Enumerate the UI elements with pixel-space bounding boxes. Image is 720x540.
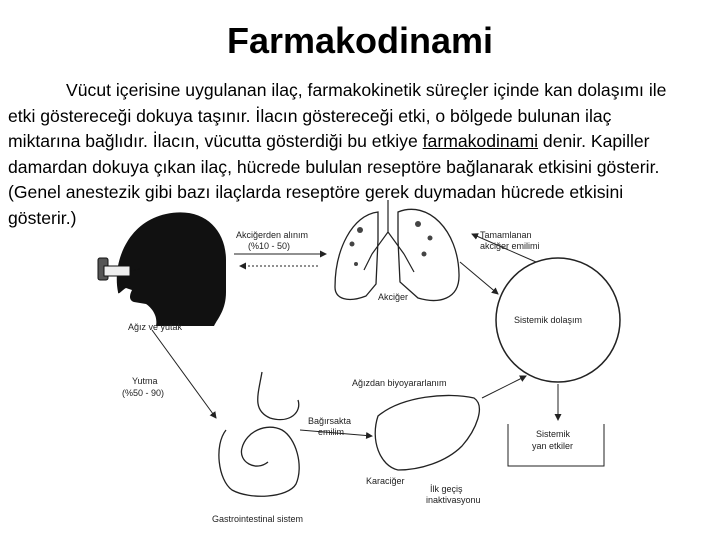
- label-mouth-throat: Ağız ve yutak: [128, 322, 183, 332]
- label-systemic-circulation: Sistemik dolaşım: [514, 315, 583, 325]
- label-systemic-side-effects-2: yan etkiler: [532, 441, 574, 451]
- label-systemic-side-effects-1: Sistemik: [536, 429, 571, 439]
- arrow-liver-to-circulation: [482, 376, 526, 398]
- paragraph-text: denir. Kapiller: [538, 131, 650, 151]
- paragraph-line: Vücut içerisine uygulanan ilaç, farmakokinetik süreçler içinde kan dolaşımı ile: [66, 80, 667, 100]
- label-oral-bioavailability: Ağızdan biyoyararlanım: [352, 378, 447, 388]
- lungs-icon: [335, 200, 459, 300]
- label-liver: Karaciğer: [366, 476, 405, 486]
- arrow-lungs-to-circulation: [460, 262, 498, 294]
- paragraph-line: gösterir.): [8, 207, 77, 228]
- label-complete-lung-absorption-1: Tamamlanan: [480, 230, 532, 240]
- paragraph-text: miktarına bağlıdır. İlacın, vücutta gösterdiği bu etkiye: [8, 131, 423, 151]
- label-complete-lung-absorption-2: akciğer emilimi: [480, 241, 540, 251]
- paragraph-line: (Genel anestezik gibi bazı ilaçlarda reseptöre gerek duymadan hücrede etkisini: [8, 182, 624, 202]
- arrow-swallowing: [152, 330, 216, 418]
- label-intestinal-absorption-2: emilim: [318, 427, 344, 437]
- head-silhouette-icon: [117, 212, 226, 326]
- paragraph-line: etki göstereceği dokuya taşınır. İlacın göstereceği etki, o bölgede bulunan ilaç: [8, 105, 612, 126]
- paragraph-line: damardan dokuya çıkan ilaç, hücrede bululan reseptöre bağlanarak etkisini gösterir.: [8, 156, 660, 177]
- label-swallowing-pct: (%50 - 90): [122, 388, 165, 398]
- gi-tract-icon: [219, 372, 299, 496]
- label-intestinal-absorption-1: Bağırsakta: [308, 416, 352, 426]
- label-first-pass-2: inaktivasyonu: [426, 495, 481, 505]
- liver-icon: [375, 395, 479, 470]
- label-first-pass-1: İlk geçiş: [430, 484, 463, 494]
- page-title: Farmakodinami: [226, 20, 494, 61]
- label-lung-absorption: Akciğerden alınım: [236, 230, 309, 240]
- label-swallowing: Yutma: [132, 376, 158, 386]
- label-gi-system: Gastrointestinal sistem: [212, 514, 304, 524]
- term-farmakodinami: farmakodinami: [422, 131, 539, 151]
- label-lung-absorption-pct: (%10 - 50): [248, 241, 291, 251]
- label-lungs: Akciğer: [378, 292, 409, 302]
